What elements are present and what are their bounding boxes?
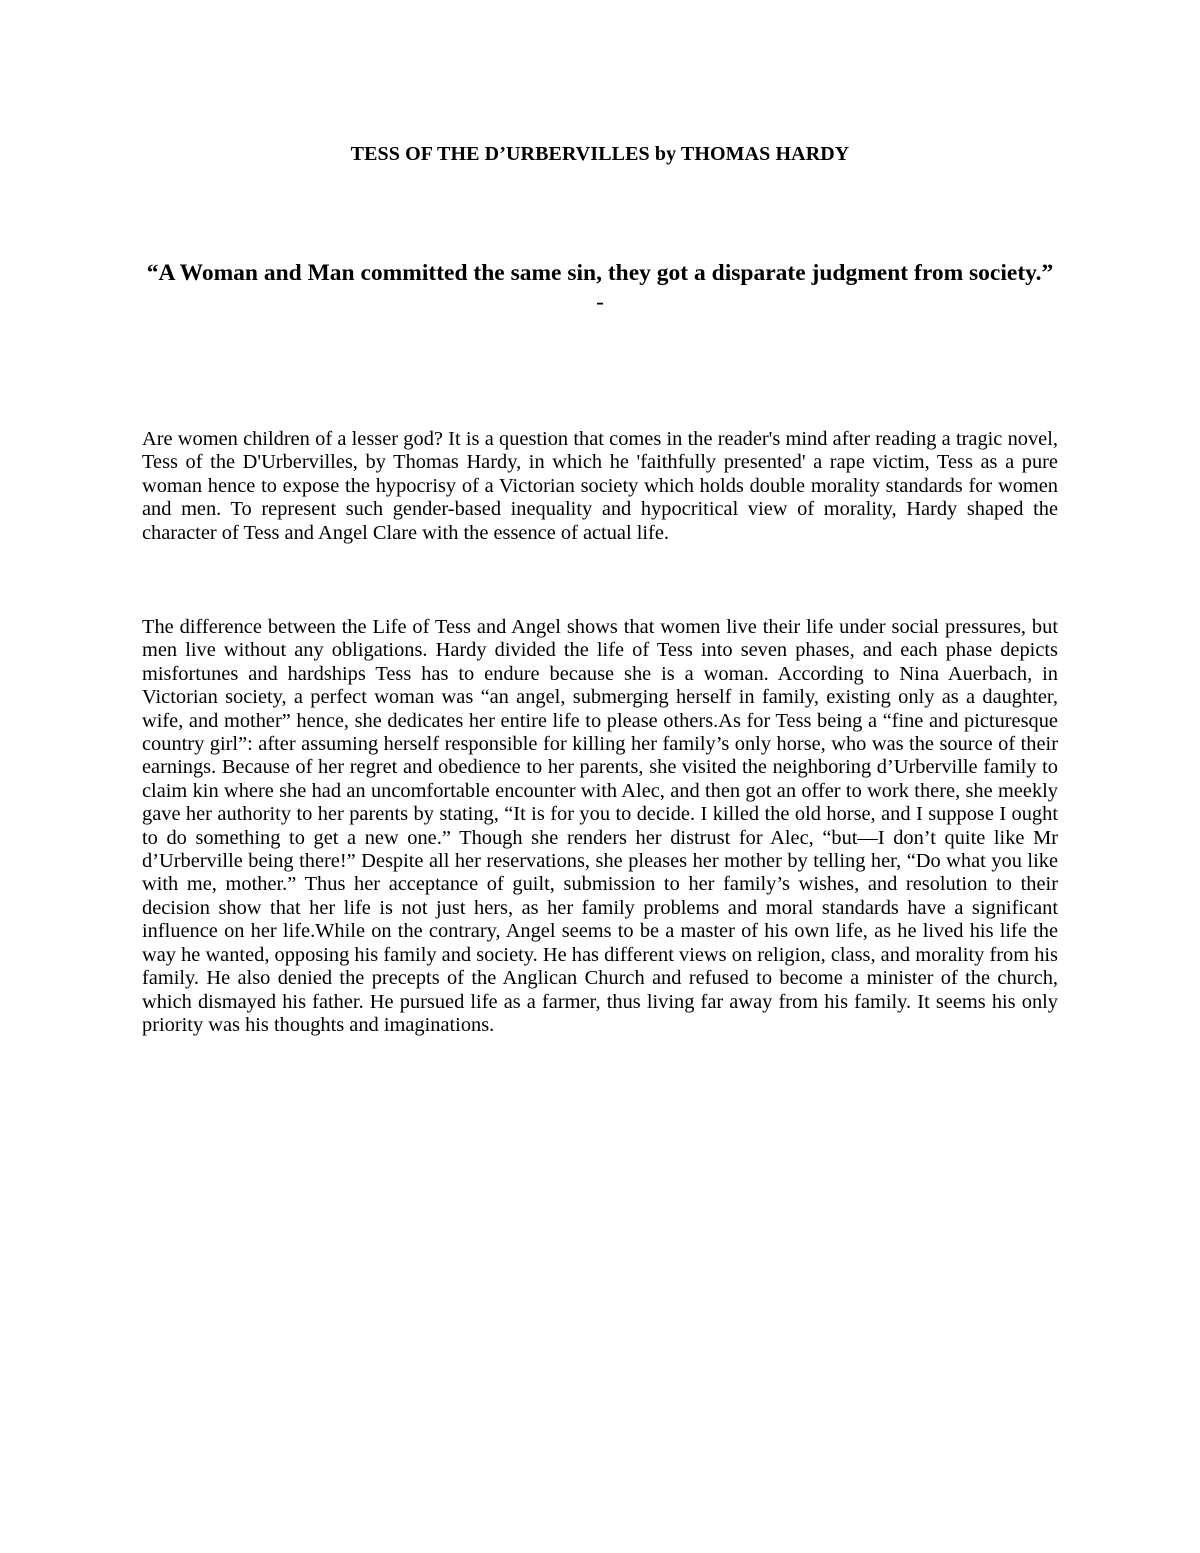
- epigraph-quote-dash: -: [596, 289, 604, 315]
- epigraph-quote-text: “A Woman and Man committed the same sin, they got a disparate judgment from society.”: [146, 260, 1054, 286]
- epigraph-quote: [142, 259, 1058, 317]
- body-paragraph-2: The difference between the Life of Tess and Angel shows that women live their life under social pressures, but men live without any obligations. Hardy divided the life of Tess into seven phases, and each phase depicts misfortunes and hardships Tess has to endure because she is a woman. According to Nina Auerbach, in Victorian society, a perfect woman was “an angel, submerging herself in family, existing only as a daughter, wife, and mother” hence, she dedicates her entire life to please others.As for Tess being a “fine and picturesque country girl”: after assuming herself responsible for killing her family’s only horse, who was the source of their earnings. Because of her regret and obedience to her parents, she visited the neighboring d’Urberville family to claim kin where she had an uncomfortable encounter with Alec, and then got an offer to work there, she meekly gave her authority to her parents by stating, “It is for you to decide. I killed the old horse, and I suppose I ought to do something to get a new one.” Though she renders her distrust for Alec, “but—I don’t quite like Mr d’Urberville being there!” Despite all her reservations, she pleases her mother by telling her, “Do what you like with me, mother.” Thus her acceptance of guilt, submission to her family’s wishes, and resolution to their decision show that her life is not just hers, as her family problems and moral standards have a significant influence on her life.While on the contrary, Angel seems to be a master of his own life, as he lived his life the way he wanted, opposing his family and society. He has different views on religion, class, and morality from his family. He also denied the precepts of the Anglican Church and refused to become a minister of the church, which dismayed his father. He pursued life as a farmer, thus living far away from his family. It seems his only priority was his thoughts and imaginations.: [142, 616, 1058, 1036]
- document-title: TESS OF THE D’URBERVILLES by THOMAS HARDY: [350, 143, 850, 165]
- body-paragraph-1: Are women children of a lesser god? It is a question that comes in the reader's mind after reading a tragic novel, Tess of the D'Urbervilles, by Thomas Hardy, in which he 'faithfully presented' a rape victim, Tess as a pure woman hence to expose the hypocrisy of a Victorian society which holds double morality standards for women and men. To represent such gender-based inequality and hypocritical view of morality, Hardy shaped the character of Tess and Angel Clare with the essence of actual life.: [142, 428, 1058, 544]
